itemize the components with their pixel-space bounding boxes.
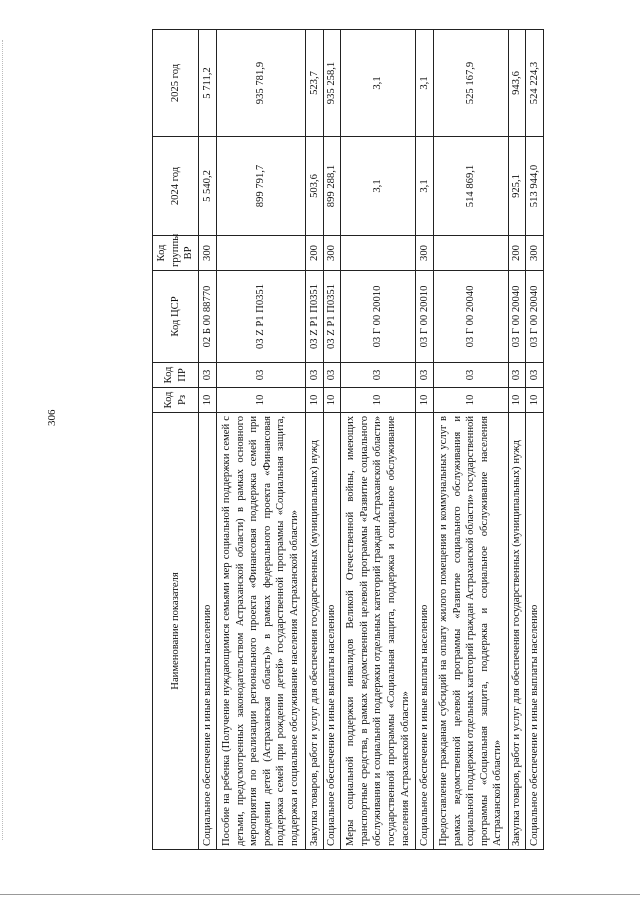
header-2024: 2024 год [153, 137, 199, 236]
table-row [341, 30, 416, 850]
row-pr: 03 [341, 363, 416, 388]
row-name: Социальное обеспечение и иные выплаты населению [526, 413, 544, 850]
row-2024: 5 540,2 [199, 137, 217, 236]
header-csr: Код ЦСР [153, 271, 199, 363]
bottom-scan-line [0, 894, 640, 895]
row-vr: 300 [526, 236, 544, 271]
row-csr: 03 Z P1 П0351 [216, 271, 305, 363]
row-2024: 925,1 [508, 137, 526, 236]
row-2024: 513 944,0 [526, 137, 544, 236]
row-csr: 03 Г 00 20040 [433, 271, 508, 363]
row-2025: 5 711,2 [199, 30, 217, 137]
table-row [323, 30, 341, 850]
row-pr: 03 [508, 363, 526, 388]
row-vr: 200 [306, 236, 324, 271]
row-2024: 3,1 [416, 137, 434, 236]
table-row [416, 30, 434, 850]
row-vr [433, 236, 508, 271]
header-vr: Код группы ВР [153, 236, 199, 271]
row-pr: 03 [216, 363, 305, 388]
table-row [526, 30, 544, 850]
row-2025: 525 167,9 [433, 30, 508, 137]
row-rz: 10 [341, 388, 416, 413]
header-name: Наименование показателя [153, 413, 199, 850]
row-2024: 899 288,1 [323, 137, 341, 236]
row-csr: 03 Г 00 20010 [341, 271, 416, 363]
row-2025: 3,1 [416, 30, 434, 137]
row-pr: 03 [416, 363, 434, 388]
row-vr: 300 [416, 236, 434, 271]
row-rz: 10 [323, 388, 341, 413]
row-name: Закупка товаров, работ и услуг для обеспечения государственных (муниципальных) нужд [508, 413, 526, 850]
row-2025: 3,1 [341, 30, 416, 137]
row-csr: 03 Г 00 20040 [508, 271, 526, 363]
row-csr: 03 Г 00 20010 [416, 271, 434, 363]
row-name: Пособие на ребенка (Получение нуждающимися семьями мер социальной поддержки семей с детьми, предусмотренных законодательством Астраханской области) в рамках основного мероприятия по реализации регионального проекта «Финансовая поддержка семей при рождении детей (Астраханская область)» в рамках федерального проекта «Финансовая поддержка семей при рождении детей» государственной программы «Социальная защита, поддержка и социальное обслуживание населения Астраханской области» [216, 413, 305, 850]
row-name: Меры социальной поддержки инвалидов Великой Отечественной войны, имеющих транспортные средства, в рамках ведомственной целевой программы «Развитие социального обслуживания и социальной поддержки отдельных категорий граждан Астраханской области» государственной программы «Социальная защита, поддержка и социальное обслуживание населения Астраханской области» [341, 413, 416, 850]
row-rz: 10 [199, 388, 217, 413]
scan-edge-marks [2, 40, 9, 840]
row-csr: 03 Г 00 20040 [526, 271, 544, 363]
row-rz: 10 [526, 388, 544, 413]
row-rz: 10 [416, 388, 434, 413]
table-row [306, 30, 324, 850]
row-name: Закупка товаров, работ и услуг для обеспечения государственных (муниципальных) нужд [306, 413, 324, 850]
row-2024: 3,1 [341, 137, 416, 236]
header-2025: 2025 год [153, 30, 199, 137]
row-vr: 200 [508, 236, 526, 271]
table-row [508, 30, 526, 850]
row-2025: 943,6 [508, 30, 526, 137]
row-pr: 03 [433, 363, 508, 388]
table-row [199, 30, 217, 850]
table-header-row [153, 30, 199, 850]
row-pr: 03 [306, 363, 324, 388]
header-rz: Код Рз [153, 388, 199, 413]
row-name: Социальное обеспечение и иные выплаты населению [323, 413, 341, 850]
row-2025: 524 224,3 [526, 30, 544, 137]
row-csr: 03 Z P1 П0351 [306, 271, 324, 363]
row-pr: 03 [199, 363, 217, 388]
row-vr [216, 236, 305, 271]
budget-table [152, 29, 544, 850]
row-csr: 03 Z P1 П0351 [323, 271, 341, 363]
row-name: Предоставление гражданам субсидий на оплату жилого помещения и коммунальных услуг в рамках ведомственной целевой программы «Развитие социального обслуживания и социальной поддержки отдельных категорий граждан Астраханской области» государственной программы «Социальная защита, поддержка и социальное обслуживание населения Астраханской области» [433, 413, 508, 850]
page-number: 306 [46, 409, 58, 426]
row-2024: 899 791,7 [216, 137, 305, 236]
row-rz: 10 [508, 388, 526, 413]
row-2025: 523,7 [306, 30, 324, 137]
row-2024: 503,6 [306, 137, 324, 236]
table-row [433, 30, 508, 850]
row-2025: 935 781,9 [216, 30, 305, 137]
row-csr: 02 Б 00 88770 [199, 271, 217, 363]
row-rz: 10 [433, 388, 508, 413]
table-row [216, 30, 305, 850]
header-pr: Код ПР [153, 363, 199, 388]
row-vr [341, 236, 416, 271]
row-2024: 514 869,1 [433, 137, 508, 236]
row-rz: 10 [306, 388, 324, 413]
row-vr: 300 [323, 236, 341, 271]
rotated-table-container [152, 30, 544, 850]
row-vr: 300 [199, 236, 217, 271]
row-pr: 03 [323, 363, 341, 388]
row-pr: 03 [526, 363, 544, 388]
row-name: Социальное обеспечение и иные выплаты населению [199, 413, 217, 850]
row-name: Социальное обеспечение и иные выплаты населению [416, 413, 434, 850]
row-rz: 10 [216, 388, 305, 413]
row-2025: 935 258,1 [323, 30, 341, 137]
